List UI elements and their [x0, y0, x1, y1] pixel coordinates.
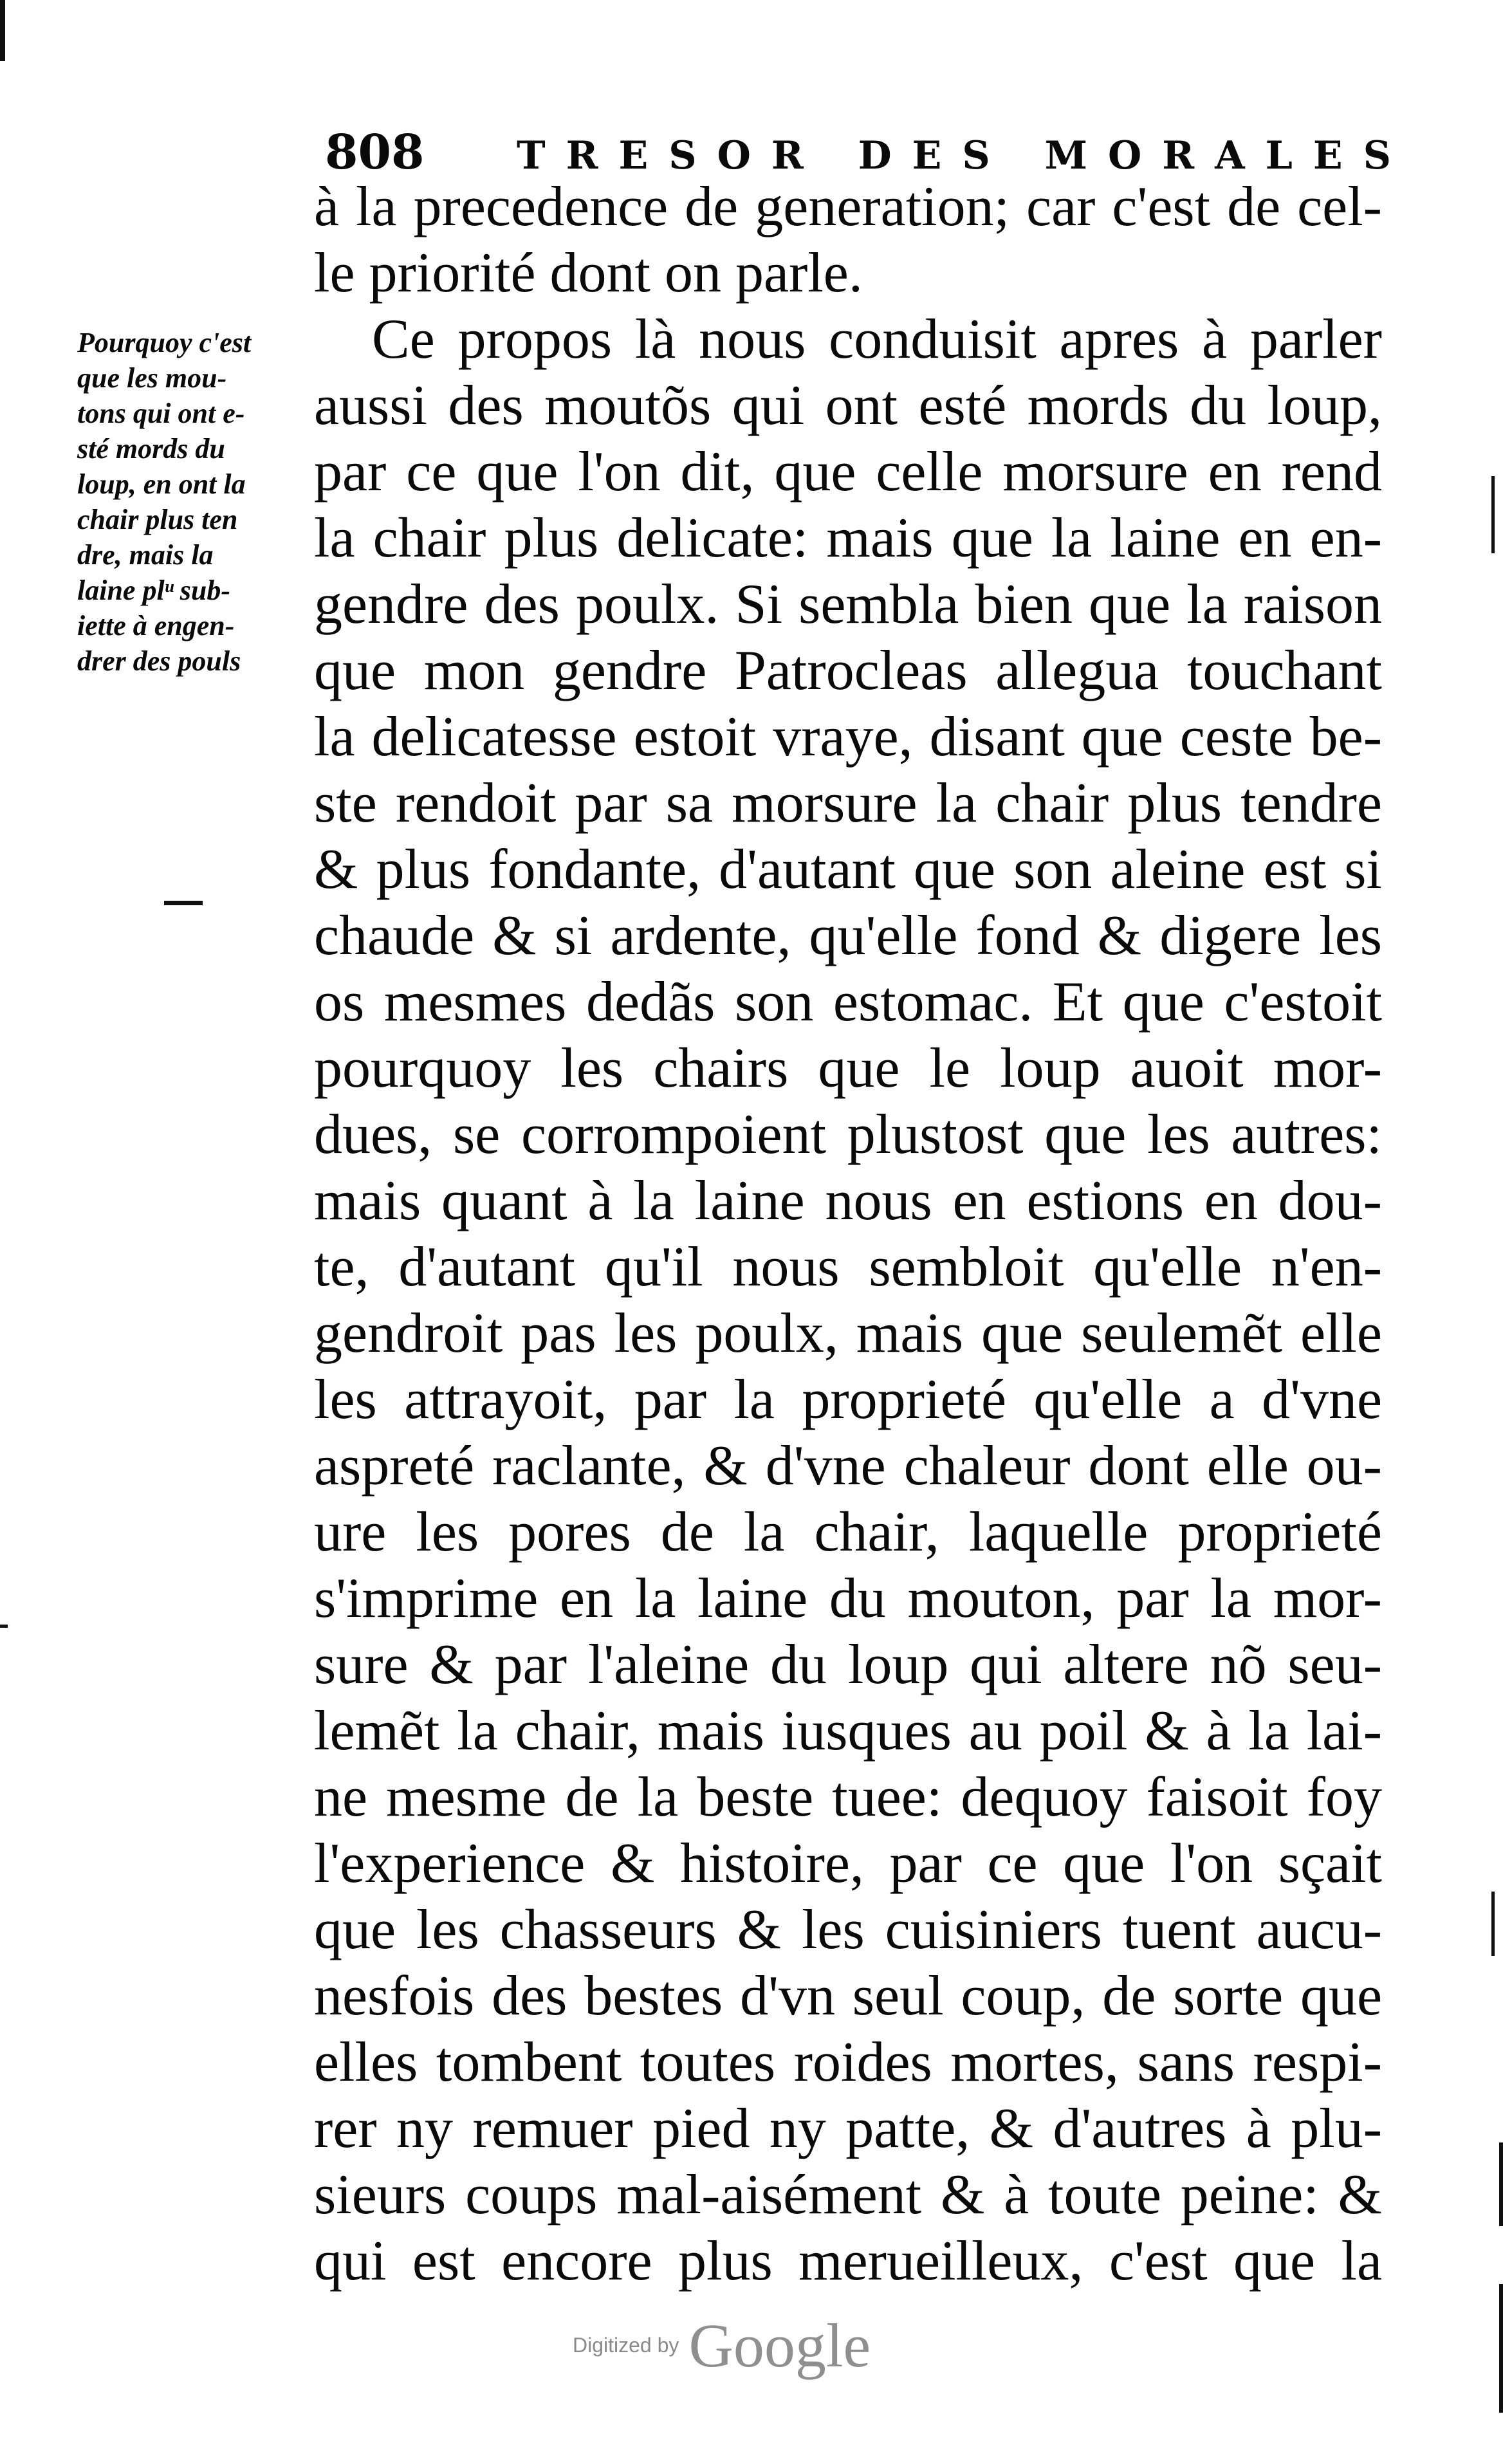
text-line: dues, se corrompoient plustost que les autres:	[314, 1103, 1382, 1166]
text-line: ste rendoit par sa morsure la chair plus tendre	[314, 772, 1382, 834]
marginal-note-line: drer des pouls	[77, 645, 241, 677]
text-line: que les chasseurs & les cuisiniers tuent aucu-	[314, 1899, 1382, 1961]
text-line: rer ny remuer pied ny patte, & d'autres à plu-	[314, 2097, 1382, 2160]
text-line: sieurs coups mal-aisément & à toute peine: &	[314, 2164, 1382, 2226]
text-line: Ce propos là nous conduisit apres à parler	[372, 308, 1382, 371]
marginal-note-line: laine plᵘ sub-	[77, 575, 231, 606]
digitization-watermark	[573, 2310, 907, 2381]
text-line: aspreté raclante, & d'vne chaleur dont elle ou-	[314, 1435, 1382, 1497]
text-line: l'experience & histoire, par ce que l'on sçait	[314, 1832, 1382, 1895]
text-line: sure & par l'aleine du loup qui altere nõ seu-	[314, 1634, 1382, 1696]
page-number: 808	[325, 125, 425, 180]
text-line: elles tombent toutes roides mortes, sans respi-	[314, 2031, 1382, 2094]
text-line: & plus fondante, d'autant que son aleine est si	[314, 838, 1382, 901]
text-line: lemẽt la chair, mais iusques au poil & à la lai-	[314, 1700, 1382, 1762]
marginal-note-line: iette à engen-	[77, 610, 235, 641]
scan-dash-mark	[0, 1625, 8, 1628]
text-line: la delicatesse estoit vraye, disant que ceste be-	[314, 706, 1382, 768]
marginal-note	[77, 325, 315, 679]
scan-edge-mark	[0, 0, 5, 61]
marginal-note-line: que les mou-	[77, 362, 227, 394]
text-line: gendre des poulx. Si sembla bien que la raison	[314, 573, 1382, 636]
text-line: à la precedence de generation; car c'est de cel-	[314, 176, 1382, 238]
text-line: mais quant à la laine nous en estions en dou-	[314, 1170, 1382, 1232]
scan-edge-mark	[1491, 1892, 1495, 1956]
text-line: ure les pores de la chair, laquelle proprieté	[314, 1501, 1382, 1563]
marginal-note-line: chair plus ten	[77, 504, 238, 535]
text-line: ne mesme de la beste tuee: dequoy faisoit foy	[314, 1766, 1382, 1828]
watermark-prefix: Digitized by	[573, 2334, 679, 2357]
text-line: que mon gendre Patrocleas allegua touchant	[314, 640, 1382, 702]
scan-edge-mark	[1499, 2284, 1503, 2413]
marginal-note-line: loup, en ont la	[77, 468, 246, 500]
text-line: les attrayoit, par la proprieté qu'elle a d'vne	[314, 1368, 1382, 1431]
marginal-note-line: sté mords du	[77, 433, 225, 465]
text-line: os mesmes dedãs son estomac. Et que c'estoit	[314, 971, 1382, 1033]
body-text	[314, 174, 1382, 2294]
text-line: te, d'autant qu'il nous sembloit qu'elle n'en-	[314, 1236, 1382, 1298]
text-line: la chair plus delicate: mais que la laine en en-	[314, 507, 1382, 569]
text-line: nesfois des bestes d'vn seul coup, de sorte que	[314, 1965, 1382, 2027]
text-line: chaude & si ardente, qu'elle fond & digere les	[314, 905, 1382, 967]
text-line: s'imprime en la laine du mouton, par la mor-	[314, 1567, 1382, 1630]
scan-edge-mark	[1499, 2142, 1503, 2226]
scan-edge-mark	[1491, 476, 1495, 553]
text-line: pourquoy les chairs que le loup auoit mor-	[314, 1037, 1382, 1100]
text-line: qui est encore plus merueilleux, c'est que la	[314, 2230, 1382, 2292]
text-line: aussi des moutõs qui ont esté mords du loup,	[314, 374, 1382, 437]
marginal-note-line: tons qui ont e-	[77, 398, 245, 429]
scan-dash-mark	[164, 901, 203, 905]
google-logo: Google	[688, 2311, 871, 2380]
text-line: gendroit pas les poulx, mais que seulemẽt elle	[314, 1302, 1382, 1365]
running-title: TRESOR DES MORALES	[517, 133, 1412, 178]
marginal-note-line: dre, mais la	[77, 539, 214, 571]
text-line: par ce que l'on dit, que celle morsure en rend	[314, 441, 1382, 503]
marginal-note-line: Pourquoy c'est	[77, 327, 252, 358]
text-line: le priorité dont on parle.	[314, 242, 863, 304]
